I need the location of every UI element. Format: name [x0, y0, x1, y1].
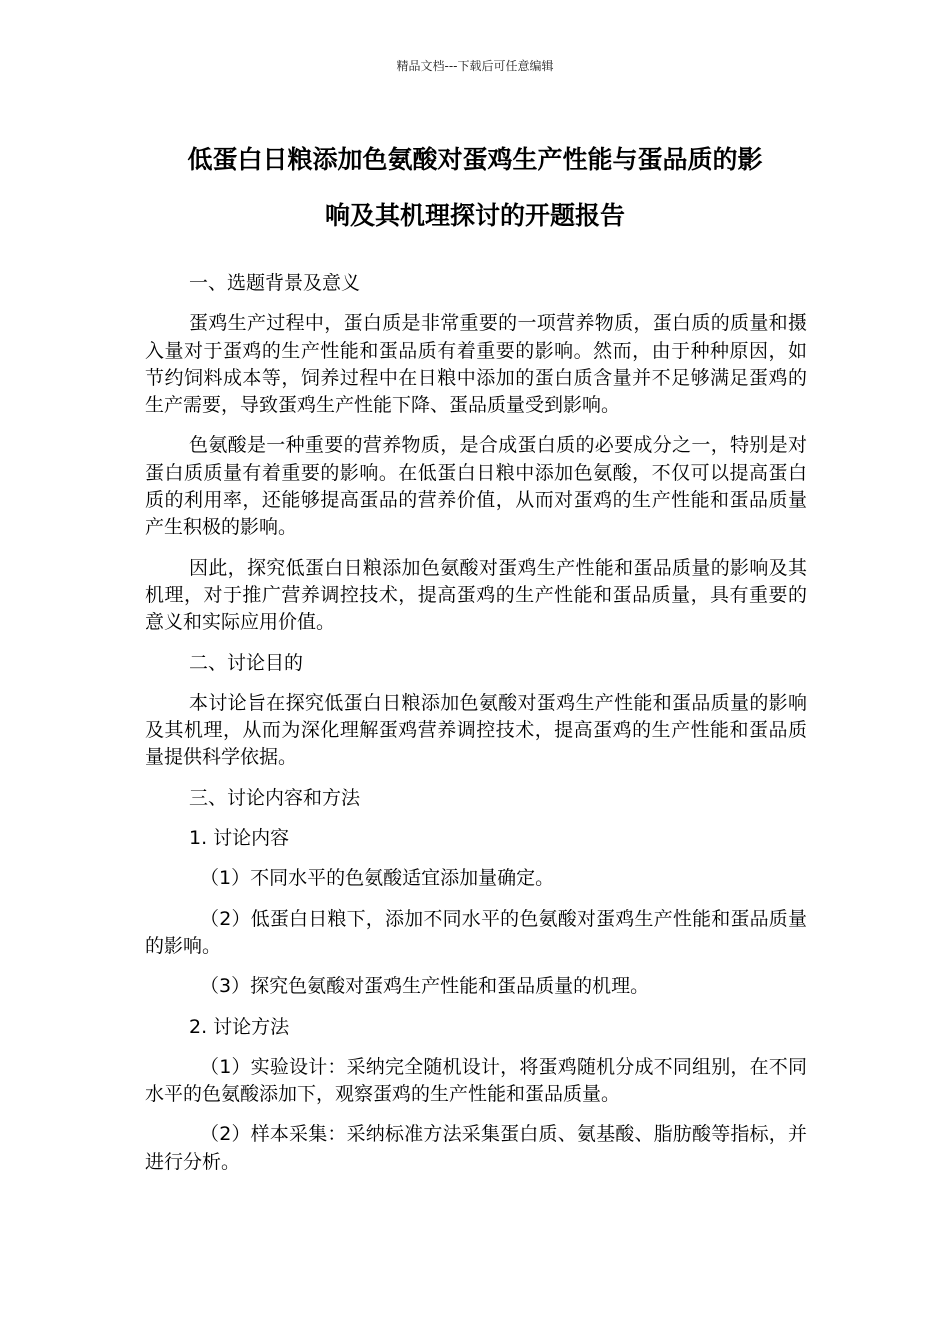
- document-body: [145, 270, 807, 1189]
- research-content-item-1: （1）不同水平的色氨酸适宜添加量确定。: [200, 867, 555, 890]
- section-3-heading: 三、讨论内容和方法: [189, 786, 361, 809]
- research-content-item-3: （3）探究色氨酸对蛋鸡生产性能和蛋品质量的机理。: [200, 975, 650, 998]
- section-1-heading: 一、选题背景及意义: [189, 272, 361, 294]
- section-1-paragraph-3: 因此，探究低蛋白日粮添加色氨酸对蛋鸡生产性能和蛋品质量的影响及其机理，对于推广营养调控技术，提高蛋鸡的生产性能和蛋品质量，具有重要的意义和实际应用价值。: [145, 556, 807, 634]
- section-3-2-heading: 2. 讨论方法: [189, 1015, 290, 1038]
- section-2-paragraph-1: 本讨论旨在探究低蛋白日粮添加色氨酸对蛋鸡生产性能和蛋品质量的影响及其机理，从而为深化理解蛋鸡营养调控技术，提高蛋鸡的生产性能和蛋品质量提供科学依据。: [145, 691, 807, 769]
- section-1-paragraph-1: 蛋鸡生产过程中，蛋白质是非常重要的一项营养物质，蛋白质的质量和摄入量对于蛋鸡的生产性能和蛋品质有着重要的影响。然而，由于种种原因，如节约饲料成本等，饲养过程中在日粮中添加的蛋白质含量并不足够满足蛋鸡的生产需要，导致蛋鸡生产性能下降、蛋品质量受到影响。: [145, 312, 807, 417]
- document-title: [140, 132, 810, 244]
- section-1-paragraph-2: 色氨酸是一种重要的营养物质，是合成蛋白质的必要成分之一，特别是对蛋白质质量有着重要的影响。在低蛋白日粮中添加色氨酸，不仅可以提高蛋白质的利用率，还能够提高蛋品的营养价值，从而对蛋鸡的生产性能和蛋品质量产生积极的影响。: [145, 434, 807, 539]
- title-line-2: 响及其机理探讨的开题报告: [324, 201, 625, 230]
- header-note: 精品文档---下载后可任意编辑: [396, 59, 554, 73]
- research-content-item-2: （2）低蛋白日粮下，添加不同水平的色氨酸对蛋鸡生产性能和蛋品质量的影响。: [145, 907, 807, 957]
- research-method-item-2: （2）样本采集：采纳标准方法采集蛋白质、氨基酸、脂肪酸等指标，并进行分析。: [145, 1123, 807, 1173]
- research-method-item-1: （1）实验设计：采纳完全随机设计，将蛋鸡随机分成不同组别，在不同水平的色氨酸添加下，观察蛋鸡的生产性能和蛋品质量。: [145, 1055, 807, 1106]
- section-2-heading: 二、讨论目的: [189, 651, 304, 674]
- section-3-1-heading: 1. 讨论内容: [189, 827, 290, 850]
- title-line-1: 低蛋白日粮添加色氨酸对蛋鸡生产性能与蛋品质的影: [187, 145, 763, 174]
